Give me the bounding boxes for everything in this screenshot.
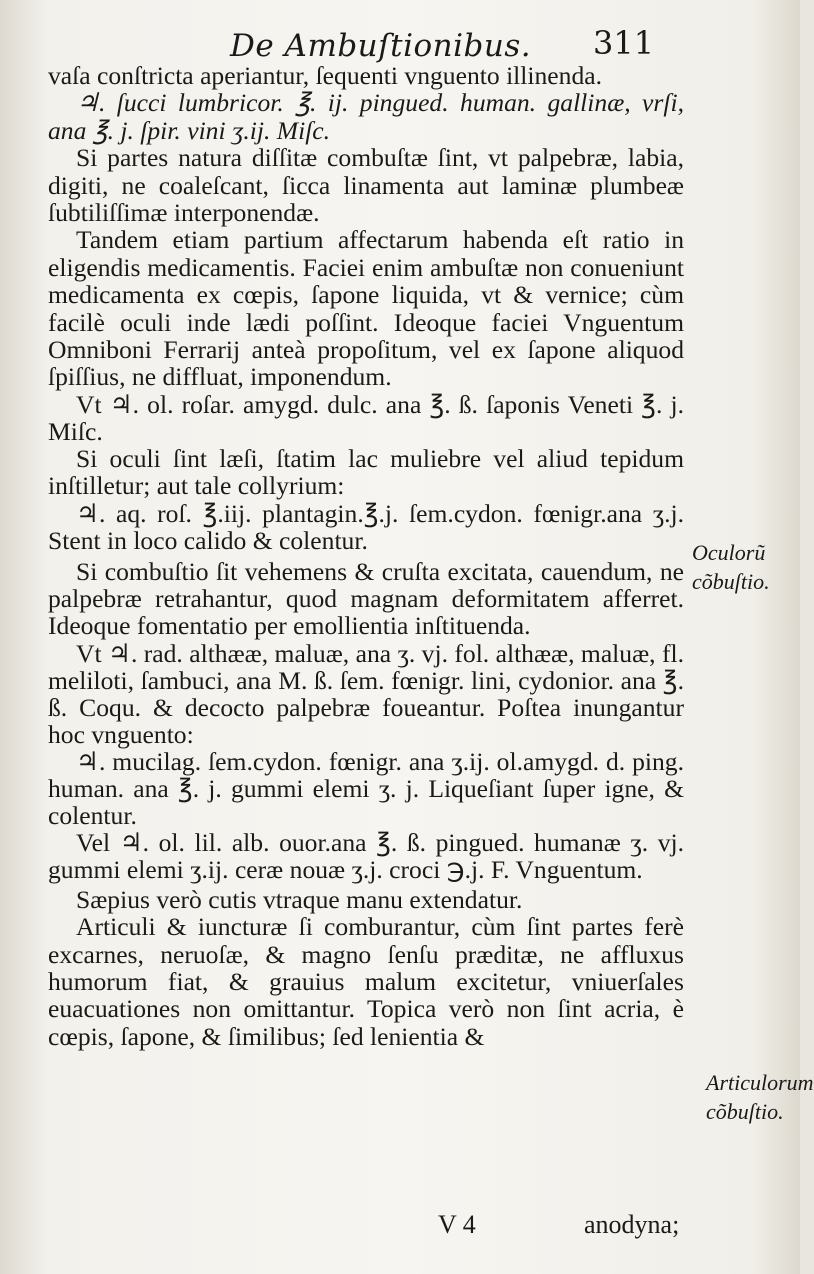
paragraph: Sæpius verò cutis vtraque manu extendatur.: [76, 884, 523, 914]
page-number: 311: [593, 24, 655, 62]
paragraph: Si partes natura diſſitæ combuſtæ ſint, vt palpebræ, labia, digiti, ne coaleſcant, ſicca linamenta aut laminæ plumbeæ ſubtiliſſimæ interponendæ.: [48, 143, 684, 228]
recipe-paragraph: ♃. aq. roſ. ℥.iij. plantagin.℥.j. ſem.cydon. fœnigr.ana ʒ.j. Stent in loco calido & colentur.: [48, 498, 684, 556]
recipe-paragraph: Vel ♃. ol. lil. alb. ouor.ana ℥. ß. pingued. humanæ ʒ. vj. gummi elemi ʒ.ij. ceræ nouæ ʒ.j. croci ℈.j. F. Vnguentum.: [48, 827, 684, 884]
paragraph: Si combuſtio ſit vehemens & cruſta excitata, cauendum, ne palpebræ retrahantur, quod magnam deformitatem afferret. Ideoque fomentatio per emollientia inſtituenda.: [48, 556, 684, 641]
signature-mark: V 4: [438, 1210, 476, 1239]
recipe-paragraph: Vt ♃. ol. roſar. amygd. dulc. ana ℥. ß. ſaponis Veneti ℥. j. Miſc.: [48, 389, 684, 446]
margin-note-eye-burns: Oculorũ cõbuſtio.: [692, 540, 770, 594]
paragraph: Tandem etiam partium affectarum habenda eſt ratio in eligendis medicamentis. Faciei enim ambuſtæ non conueniunt medicamenta ex cœpis, ſapone liquida, vt & vernice; cùm facilè oculi inde lædi poſſint. Ideoque faciei Vnguentum Omniboni Ferrarij anteà propoſitum, vel ex ſapone aliquod ſpiſſius, ne diffluat, imponendum.: [48, 225, 684, 392]
recipe-paragraph: Vt ♃. rad. althææ, maluæ, ana ʒ. vj. fol. althææ, maluæ, fl. meliloti, ſambuci, ana M. ß. ſem. fœnigr. lini, cydonior. ana ℥. ß. Coqu. & decocto palpebræ foueantur. Poſtea inungantur hoc vnguento:: [48, 638, 684, 749]
paragraph: Si oculi ſint læſi, ſtatim lac muliebre vel aliud tepidum inſtilletur; aut tale collyrium:: [48, 443, 684, 501]
recipe-paragraph: ♃. ſucci lumbricor. ℥. ij. pingued. human. gallinæ, vrſi, ana ℥. j. ſpir. vini ʒ.ij. Miſc.: [48, 88, 684, 145]
paragraph: vaſa conſtricta aperiantur, ſequenti vnguento illinenda.: [48, 61, 603, 90]
recipe-paragraph: ♃. mucilag. ſem.cydon. fœnigr. ana ʒ.ij. ol.amygd. d. ping. human. ana ℥. j. gummi elemi ʒ. j. Liqueſiant ſuper igne, & colentur.: [48, 746, 684, 830]
margin-note-joint-burns: Articulorum cõbuſtio.: [706, 1070, 814, 1124]
running-title: De Ambuſtionibus.: [230, 28, 532, 64]
main-text: [48, 62, 684, 1050]
catchword: anodyna;: [584, 1210, 680, 1239]
paragraph: Articuli & iuncturæ ſi comburantur, cùm ſint partes ferè excarnes, neruoſæ, & magno ſenſu præditæ, ne affluxus humorum fiat, & grauius malum excitetur, vniuerſales euacuationes non omittantur. Topica verò non ſint acria, è cœpis, ſapone, & ſimilibus; ſed lenientia &: [48, 912, 684, 1051]
page-footer: [0, 1206, 800, 1246]
